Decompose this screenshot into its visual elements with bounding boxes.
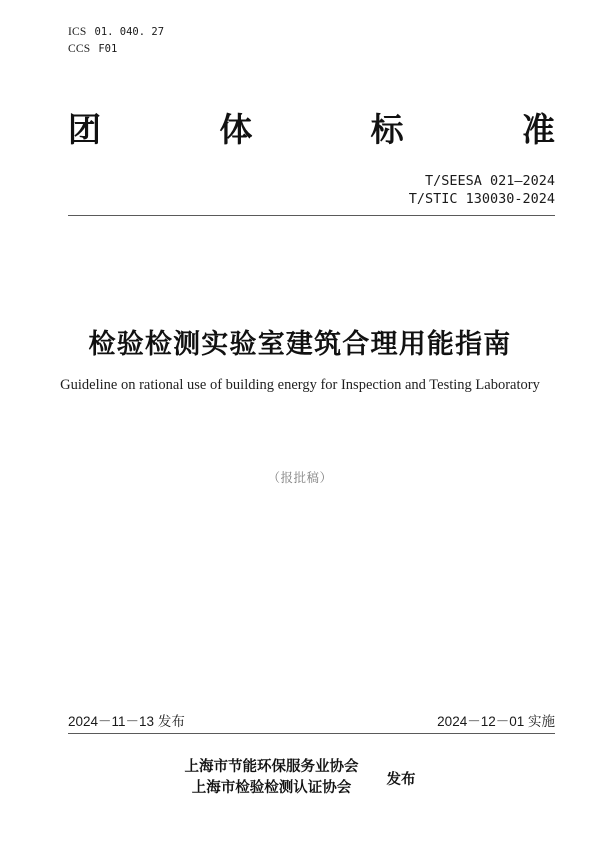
ics-label: ICS — [68, 26, 87, 38]
document-kind-char-3: 标 — [370, 111, 404, 148]
date-row — [68, 710, 555, 730]
publisher-org-1: 上海市节能环保服务业协会 — [184, 759, 359, 775]
ccs-label: CCS — [68, 43, 91, 55]
ics-code-row — [68, 24, 164, 41]
draft-status-label: （报批稿） — [267, 471, 333, 485]
document-kind-char-4: 准 — [521, 111, 555, 148]
ccs-value: F01 — [98, 43, 118, 55]
classification-codes — [68, 24, 164, 58]
issue-date: 2024－11－13 发布 — [68, 714, 185, 729]
standard-numbers — [409, 172, 555, 208]
footer-divider-rule — [68, 733, 555, 734]
ccs-code-row — [68, 41, 164, 58]
publisher-issue-label: 发布 — [386, 771, 416, 788]
document-kind-char-1: 团 — [68, 111, 101, 148]
page-subtitle-english: Guideline on rational use of building energy for Inspection and Testing Laboratory — [60, 377, 540, 393]
document-kind-heading — [68, 104, 555, 151]
publisher-org-2: 上海市检验检测认证协会 — [191, 780, 352, 796]
standard-number-secondary: T/STIC 130030-2024 — [408, 191, 555, 207]
standard-number-primary: T/SEESA 021—2024 — [424, 173, 555, 189]
publisher-block — [0, 757, 600, 799]
implement-date: 2024－12－01 实施 — [437, 714, 555, 729]
header-divider-rule — [68, 215, 555, 216]
ics-value: 01. 040. 27 — [94, 26, 165, 38]
document-kind-char-2: 体 — [219, 111, 253, 148]
page-title: 检验检测实验室建筑合理用能指南 — [88, 329, 512, 359]
publisher-names — [185, 757, 359, 799]
